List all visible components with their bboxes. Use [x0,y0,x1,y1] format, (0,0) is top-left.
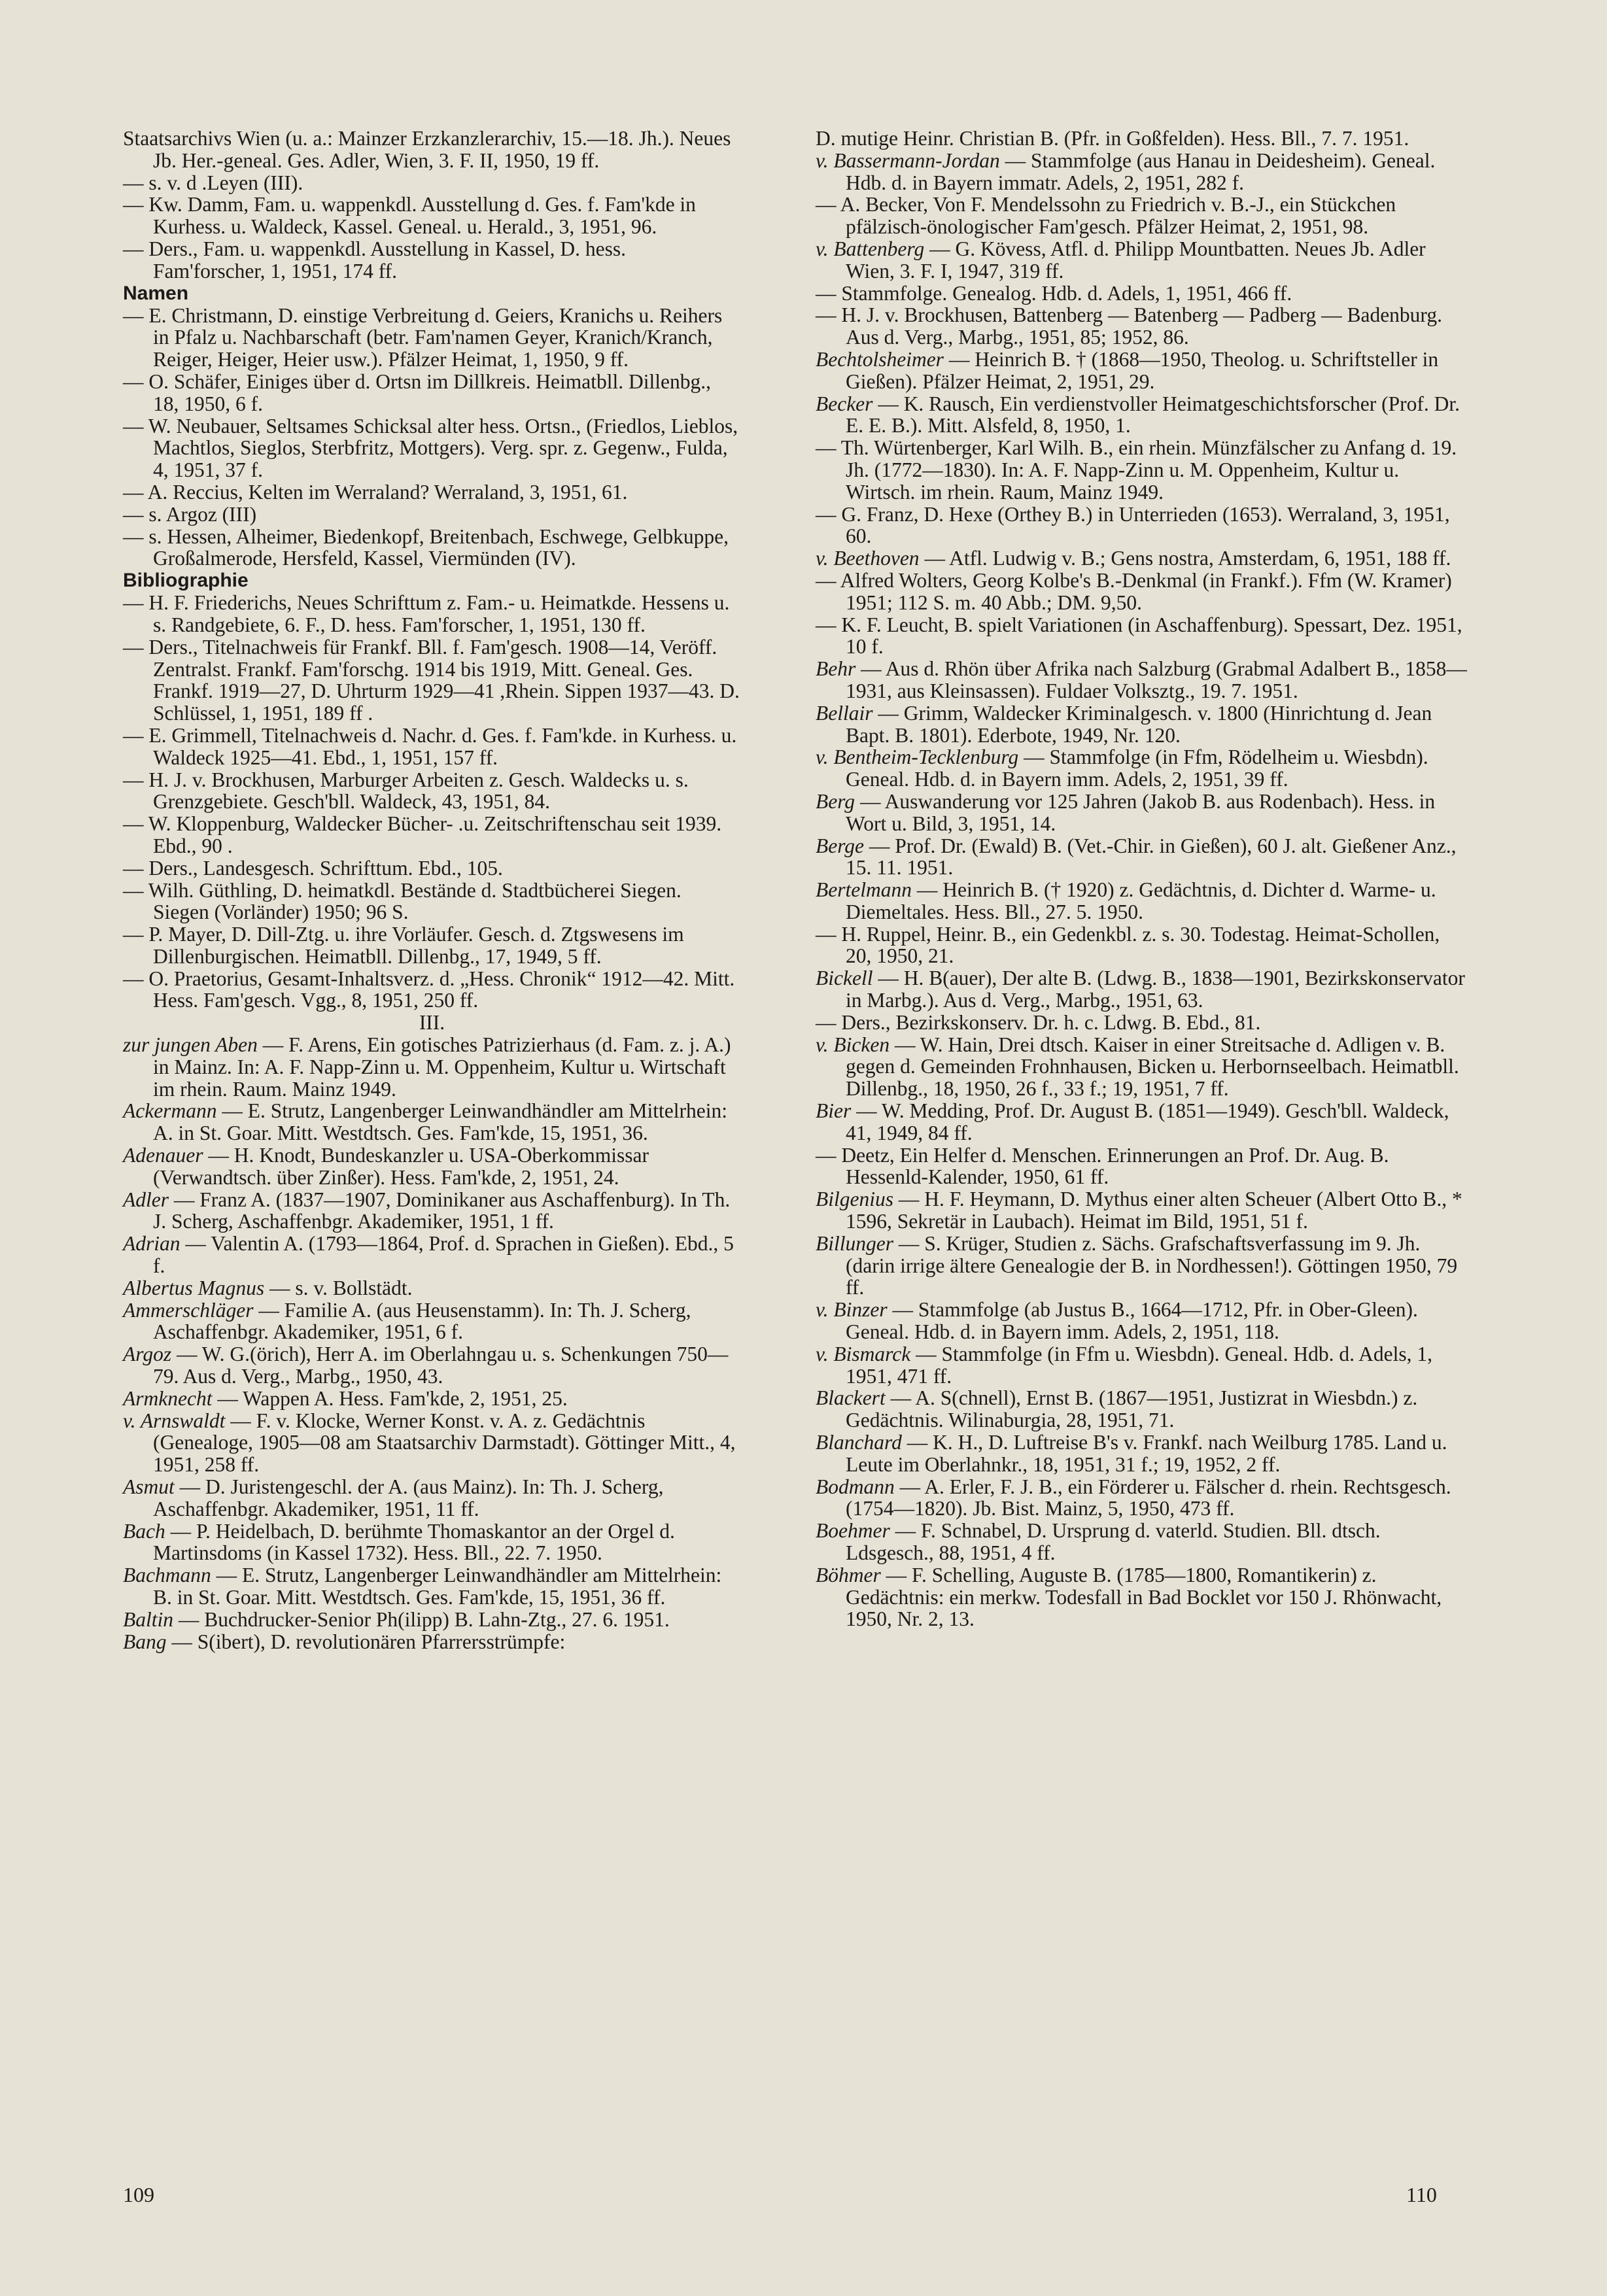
bibliography-entry [123,1609,741,1631]
bibliography-entry [123,813,741,857]
entry-text: — Wappen A. Hess. Fam'kde, 2, 1951, 25. [212,1386,568,1410]
bibliography-entry [123,172,741,194]
entry-name: v. Bicken [816,1033,890,1056]
entry-text: — Aus d. Rhön über Afrika nach Salzburg (Grabmal Adalbert B., 1858—1931, aus Kleinsassen). Fuldaer Volksztg., 19. 7. 1951. [846,657,1467,702]
entry-text: — Heinrich B. † (1868—1950, Theolog. u. Schriftsteller in Gießen). Pfälzer Heimat, 2, 1951, 29. [846,347,1439,393]
section-heading: Bibliographie [123,570,249,592]
bibliography-entry [123,725,741,769]
entry-text: — E. Strutz, Langenberger Leinwandhändler am Mittelrhein: B. in St. Goar. Mitt. Westdtsch. Ges. Fam'kde, 15, 1951, 36 ff. [153,1564,722,1609]
entry-name: v. Arnswaldt [123,1409,226,1432]
entry-text: — S. Krüger, Studien z. Sächs. Grafschaftsverfassung im 9. Jh. (darin irrige ältere Genealogie der B. in Nordhessen!). Göttingen 1950, 79 ff. [846,1231,1458,1299]
bibliography-entry [816,547,1470,570]
entry-name: v. Bentheim-Tecklenburg [816,745,1019,769]
bibliography-entry [816,238,1470,283]
bibliography-entry [123,968,741,1012]
bibliography-entry [816,1387,1470,1431]
entry-text: — F. Schnabel, D. Ursprung d. vaterld. Studien. Bll. dtsch. Ldsgesch., 88, 1951, 4 ff. [846,1519,1381,1564]
entry-text: — Stammfolge (in Ffm u. Wiesbdn). Geneal. Hdb. d. Adels, 1, 1951, 471 ff. [846,1342,1433,1388]
bibliography-entry [816,504,1470,548]
bibliography-entry [816,1034,1470,1100]
entry-text: — Kw. Damm, Fam. u. wappenkdl. Ausstellung d. Ges. f. Fam'kde in Kurhess. u. Waldeck, Kassel. Geneal. u. Herald., 3, 1951, 96. [123,193,696,239]
bibliography-entry [123,526,741,570]
entry-text: — W. G.(örich), Herr A. im Oberlahngau u. s. Schenkungen 750—79. Aus d. Verg., Marbg., 1950, 43. [153,1343,729,1388]
entry-name: Billunger [816,1231,893,1255]
entry-name: Boehmer [816,1519,890,1543]
entry-name: Bickell [816,967,873,990]
entry-text: — Valentin A. (1793—1864, Prof. d. Sprachen in Gießen). Ebd., 5 f. [153,1232,734,1278]
entry-text: — Th. Würtenberger, Karl Wilh. B., ein rhein. Münzfälscher zu Anfang d. 19. Jh. (1772—1830). In: A. F. Napp-Zinn u. M. Oppenheim, Kultur u. Wirtsch. im rhein. Raum, Mainz 1949. [816,436,1457,504]
entry-name: zur jungen Aben [123,1033,258,1057]
entry-text: — S(ibert), D. revolutionären Pfarrersstrümpfe: [166,1630,566,1653]
entry-name: Bertelmann [816,878,912,902]
bibliography-entry [816,1188,1470,1233]
bibliography-entry [123,1100,741,1144]
entry-text: — H. F. Friederichs, Neues Schrifttum z. Fam.- u. Heimatkde. Hessens u. s. Randgebiete, 6. F., D. hess. Fam'forscher, 1, 1951, 130 ff. [123,591,730,636]
bibliography-entry [816,1564,1470,1630]
entry-text: — Stammfolge (in Ffm, Rödelheim u. Wiesbdn). Geneal. Hdb. d. in Bayern imm. Adels, 2, 1951, 39 ff. [846,745,1428,791]
bibliography-entry [123,1299,741,1344]
entry-text: — K. H., D. Luftreise B's v. Frankf. nach Weilburg 1785. Land u. Leute im Oberlahnkr., 18, 1951, 31 f.; 19, 1952, 2 ff. [846,1431,1447,1476]
bibliography-entry [816,194,1470,238]
entry-text: — H. Knodt, Bundeskanzler u. USA-Oberkommissar (Verwandtsch. über Zinßer). Hess. Fam'kde, 2, 1951, 24. [153,1144,649,1189]
entry-name: Becker [816,392,873,415]
entry-text: — H. J. v. Brockhusen, Battenberg — Batenberg — Padberg — Badenburg. Aus d. Verg., Marbg., 1951, 85; 1952, 86. [816,303,1442,349]
bibliography-entry [123,504,741,526]
entry-text: — O. Schäfer, Einiges über d. Ortsn im Dillkreis. Heimatbll. Dillenbg., 18, 1950, 6 f. [123,369,711,415]
entry-name: Baltin [123,1607,173,1631]
bibliography-entry [123,1189,741,1233]
entry-text: — Stammfolge. Genealog. Hdb. d. Adels, 1, 1951, 466 ff. [816,281,1292,305]
bibliography-entry [123,238,741,283]
bibliography-entry [123,481,741,504]
entry-text: — s. v. d .Leyen (III). [123,171,303,194]
entry-text: — W. Hain, Drei dtsch. Kaiser in einer Streitsache d. Adligen v. B. gegen d. Gemeinden Frohnhausen, Bicken u. Herbornseelbach. Heimatbll. Dillenbg., 18, 1950, 26 f., 33 f.; 19, 1951, 7 ff. [846,1033,1459,1101]
bibliography-entry [816,614,1470,659]
section-numeral: III. [419,1011,445,1035]
bibliography-entry [123,592,741,636]
bibliography-entry [123,1233,741,1277]
entry-text: — Auswanderung vor 125 Jahren (Jakob B. aus Rodenbach). Hess. in Wort u. Bild, 3, 1951, 14. [846,789,1436,835]
bibliography-entry [123,1144,741,1189]
entry-text: — Heinrich B. († 1920) z. Gedächtnis, d. Dichter d. Warme- u. Diemeltales. Hess. Bll., 27. 5. 1950. [846,878,1436,923]
entry-text: — Atfl. Ludwig v. B.; Gens nostra, Amsterdam, 6, 1951, 188 ff. [919,547,1451,570]
entry-text: — F. v. Klocke, Werner Konst. v. A. z. Gedächtnis (Genealoge, 1905—08 am Staatsarchiv Darmstadt). Göttinger Mitt., 4, 1951, 258 ff. [153,1409,736,1477]
entry-name: Armknecht [123,1386,213,1410]
entry-text: — Familie A. (aus Heusenstamm). In: Th. J. Scherg, Aschaffenbgr. Akademiker, 1951, 6 f. [153,1298,691,1344]
bibliography-entry [123,1277,741,1299]
entry-text: — Grimm, Waldecker Kriminalgesch. v. 1800 (Hinrichtung d. Jean Bapt. B. 1801). Ederbote, 1949, Nr. 120. [846,701,1432,747]
entry-text: — Buchdrucker-Senior Ph(ilipp) B. Lahn-Ztg., 27. 6. 1951. [173,1607,670,1631]
entry-text: — O. Praetorius, Gesamt-Inhaltsverz. d. „Hess. Chronik“ 1912—42. Mitt. Hess. Fam'gesch. Vgg., 8, 1951, 250 ff. [123,967,735,1012]
bibliography-entry [816,437,1470,503]
bibliography-entry [816,1012,1470,1034]
bibliography-entry [123,371,741,415]
bibliography-entry [816,1233,1470,1299]
bibliography-entry [816,1100,1470,1144]
entry-text: — s. Argoz (III) [123,502,257,526]
entry-text: Staatsarchivs Wien (u. a.: Mainzer Erzkanzlerarchiv, 15.—18. Jh.). Neues Jb. Her.-geneal. Ges. Adler, Wien, 3. F. II, 1950, 19 ff. [123,127,731,172]
entry-text: — s. v. Bollstädt. [264,1276,413,1299]
entry-name: Berg [816,789,855,813]
entry-text: — A. Erler, F. J. B., ein Förderer u. Fälscher d. rhein. Rechtsgesch. (1754—1820). Jb. Bist. Mainz, 5, 1950, 473 ff. [846,1475,1451,1520]
entry-text: — Franz A. (1837—1907, Dominikaner aus Aschaffenburg). In Th. J. Scherg, Aschaffenbgr. Akademiker, 1951, 1 ff. [153,1188,731,1233]
bibliography-entry [816,150,1470,194]
bibliography-entry [816,1343,1470,1388]
entry-text: — P. Mayer, D. Dill-Ztg. u. ihre Vorläufer. Gesch. d. Ztgswesens im Dillenburgischen. Heimatbll. Dillenbg., 17, 1949, 5 ff. [123,923,684,968]
bibliography-entry [123,1520,741,1565]
bibliography-entry [123,880,741,924]
page-number-right: 110 [1406,2183,1437,2206]
entry-text: D. mutige Heinr. Christian B. (Pfr. in Goßfelden). Hess. Bll., 7. 7. 1951. [816,127,1409,150]
bibliography-entry [123,636,741,725]
bibliography-entry [123,305,741,371]
bibliography-entry [123,857,741,880]
entry-name: Bier [816,1099,852,1123]
bibliography-entry [123,1564,741,1609]
entry-text: — W. Medding, Prof. Dr. August B. (1851—1949). Gesch'bll. Waldeck, 41, 1949, 84 ff. [846,1099,1449,1144]
entry-text: — P. Heidelbach, D. berühmte Thomaskantor an der Orgel d. Martinsdoms (in Kassel 1732). Hess. Bll., 22. 7. 1950. [153,1519,675,1565]
entry-name: Bechtolsheimer [816,347,944,371]
entry-name: Albertus Magnus [123,1276,265,1299]
entry-text: — Stammfolge (aus Hanau in Deidesheim). Geneal. Hdb. d. in Bayern immatr. Adels, 2, 1951, 282 f. [846,148,1436,194]
entry-text: — Ders., Fam. u. wappenkdl. Ausstellung in Kassel, D. hess. Fam'forscher, 1, 1951, 174 ff. [123,237,627,283]
entry-text: — Deetz, Ein Helfer d. Menschen. Erinnerungen an Prof. Dr. Aug. B. Hessenld-Kalender, 1950, 61 ff. [816,1143,1389,1189]
bibliography-entry [123,923,741,968]
bibliography-entry [123,1034,741,1100]
bibliography-entry [123,769,741,814]
entry-name: Ackermann [123,1099,217,1123]
entry-name: Ammerschläger [123,1298,254,1322]
entry-text: — s. Hessen, Alheimer, Biedenkopf, Breitenbach, Eschwege, Gelbkuppe, Großalmerode, Hersfeld, Kassel, Viermünden (IV). [123,524,729,570]
entry-text: — H. Ruppel, Heinr. B., ein Gedenkbl. z. s. 30. Todestag. Heimat-Schollen, 20, 1950, 21. [816,922,1440,968]
bibliography-entry [123,1410,741,1476]
entry-text: — A. Becker, Von F. Mendelssohn zu Friedrich v. B.-J., ein Stückchen pfälzisch-önologischer Fam'gesch. Pfälzer Heimat, 2, 1951, 98. [816,193,1396,239]
bibliography-entry [123,1631,741,1653]
entry-name: Asmut [123,1475,175,1499]
entry-name: v. Beethoven [816,547,920,570]
entry-text: — F. Arens, Ein gotisches Patrizierhaus (d. Fam. z. j. A.) in Mainz. In: A. F. Napp-Zinn u. M. Oppenheim, Kultur u. Wirtschaft im rhein. Raum. Mainz 1949. [153,1033,731,1101]
bibliography-entry [816,967,1470,1012]
entry-text: — K. F. Leucht, B. spielt Variationen (in Aschaffenburg). Spessart, Dez. 1951, 10 f. [816,613,1462,659]
bibliography-entry [123,1476,741,1520]
bibliography-entry [816,304,1470,349]
entry-name: Bodmann [816,1475,895,1498]
entry-text: — E. Christmann, D. einstige Verbreitung d. Geiers, Kranichs u. Reihers in Pfalz u. Nachbarschaft (betr. Fam'namen Geyer, Kranich/Kranch, Reiger, Heiger, Heier usw.). Pfälzer Heimat, 1, 1950, 9 ff. [123,303,723,371]
entry-text: — H. B(auer), Der alte B. (Ldwg. B., 1838—1901, Bezirkskonservator in Marbg.). Aus d. Verg., Marbg., 1951, 63. [846,967,1465,1012]
entry-text: — G. Kövess, Atfl. d. Philipp Mountbatten. Neues Jb. Adler Wien, 3. F. I, 1947, 319 ff. [846,237,1426,283]
entry-name: v. Bismarck [816,1342,911,1365]
entry-name: Bilgenius [816,1188,893,1211]
entry-name: Böhmer [816,1563,881,1586]
left-column [123,128,741,1653]
bibliography-entry [816,128,1470,150]
bibliography-entry [816,283,1470,305]
entry-text: — A. S(chnell), Ernst B. (1867—1951, Justizrat in Wiesbdn.) z. Gedächtnis. Wilinaburgia, 28, 1951, 71. [846,1386,1418,1432]
entry-name: Bach [123,1519,165,1543]
entry-name: Adrian [123,1232,181,1256]
entry-text: — Ders., Titelnachweis für Frankf. Bll. f. Fam'gesch. 1908—14, Veröff. Zentralst. Frankf. Fam'forschg. 1914 bis 1919, Mitt. Geneal. Ges. Frankf. 1919—27, D. Uhrturm 1929—41 ,Rhein. Sippen 1937—43. D. Schlüssel, 1, 1951, 189 ff . [123,635,740,725]
bibliography-entry [123,415,741,481]
entry-text: — W. Neubauer, Seltsames Schicksal alter hess. Ortsn., (Friedlos, Lieblos, Machtlos, Sieglos, Sterbfritz, Mottgers). Verg. spr. z. Gegenw., Fulda, 4, 1951, 37 f. [123,414,738,482]
bibliography-entry [816,1299,1470,1343]
entry-name: Berge [816,834,865,857]
entry-text: — Alfred Wolters, Georg Kolbe's B.-Denkmal (in Frankf.). Ffm (W. Kramer) 1951; 112 S. m. 40 Abb.; DM. 9,50. [816,568,1452,614]
bibliography-entry [123,128,741,172]
bibliography-entry [816,702,1470,747]
entry-text: — Ders., Landesgesch. Schrifttum. Ebd., 105. [123,856,503,880]
entry-name: Bachmann [123,1564,211,1587]
entry-text: — E. Strutz, Langenberger Leinwandhändler am Mittelrhein: A. in St. Goar. Mitt. Westdtsch. Ges. Fam'kde, 15, 1951, 36. [153,1099,728,1145]
page-number-left: 109 [123,2183,154,2206]
entry-name: Bang [123,1630,167,1653]
bibliography-entry [816,658,1470,702]
entry-text: — K. Rausch, Ein verdienstvoller Heimatgeschichtsforscher (Prof. Dr. E. E. B.). Mitt. Alsfeld, 8, 1950, 1. [846,392,1460,437]
entry-text: — Prof. Dr. (Ewald) B. (Vet.-Chir. in Gießen), 60 J. alt. Gießener Anz., 15. 11. 1951. [846,834,1457,880]
entry-text: — Wilh. Güthling, D. heimatkdl. Bestände d. Stadtbücherei Siegen. Siegen (Vorländer) 1950; 96 S. [123,878,682,924]
bibliography-entry [816,746,1470,791]
entry-text: — F. Schelling, Auguste B. (1785—1800, Romantikerin) z. Gedächtnis: ein merkw. Todesfall in Bad Bocklet vor 150 J. Rhönwacht, 1950, Nr. 2, 13. [846,1563,1442,1631]
bibliography-entry [816,1520,1470,1564]
entry-name: Blanchard [816,1431,902,1454]
entry-name: Blackert [816,1386,886,1410]
bibliography-entry [816,791,1470,835]
bibliography-entry [123,194,741,238]
entry-name: Argoz [123,1343,172,1366]
entry-text: — A. Reccius, Kelten im Werraland? Werraland, 3, 1951, 61. [123,480,628,504]
entry-text: — G. Franz, D. Hexe (Orthey B.) in Unterrieden (1653). Werraland, 3, 1951, 60. [816,502,1450,548]
entry-text: — W. Kloppenburg, Waldecker Bücher- .u. Zeitschriftenschau seit 1939. Ebd., 90 . [123,812,722,857]
entry-text: — Stammfolge (ab Justus B., 1664—1712, Pfr. in Ober-Gleen). Geneal. Hdb. d. in Bayern imm. Adels, 2, 1951, 118. [846,1298,1418,1344]
bibliography-entry [816,349,1470,393]
entry-text: — H. F. Heymann, D. Mythus einer alten Scheuer (Albert Otto B., * 1596, Sekretär in Laubach). Heimat im Bild, 1951, 51 f. [846,1188,1462,1233]
entry-name: v. Binzer [816,1298,888,1322]
entry-text: — H. J. v. Brockhusen, Marburger Arbeiten z. Gesch. Waldecks u. s. Grenzgebiete. Gesch'bll. Waldeck, 43, 1951, 84. [123,768,689,814]
right-column [816,128,1470,1630]
entry-text: — E. Grimmell, Titelnachweis d. Nachr. d. Ges. f. Fam'kde. in Kurhess. u. Waldeck 1925—41. Ebd., 1, 1951, 157 ff. [123,723,737,769]
section-heading: Namen [123,282,189,304]
bibliography-entry [816,1476,1470,1520]
bibliography-entry [816,879,1470,923]
entry-name: Adenauer [123,1144,203,1167]
entry-name: Bellair [816,701,873,725]
entry-name: Adler [123,1188,169,1211]
bibliography-entry [816,835,1470,880]
bibliography-entry [123,1343,741,1388]
bibliography-entry [816,393,1470,437]
entry-name: Behr [816,657,856,681]
entry-name: v. Battenberg [816,237,925,260]
entry-text: — Ders., Bezirkskonserv. Dr. h. c. Ldwg. B. Ebd., 81. [816,1010,1261,1034]
bibliography-entry [816,1144,1470,1189]
entry-text: — D. Juristengeschl. der A. (aus Mainz). In: Th. J. Scherg, Aschaffenbgr. Akademiker, 1951, 11 ff. [153,1475,664,1520]
bibliography-entry [123,1388,741,1410]
bibliography-entry [816,570,1470,614]
entry-name: v. Bassermann-Jordan [816,148,1000,172]
bibliography-entry [816,923,1470,968]
bibliography-entry [816,1431,1470,1476]
